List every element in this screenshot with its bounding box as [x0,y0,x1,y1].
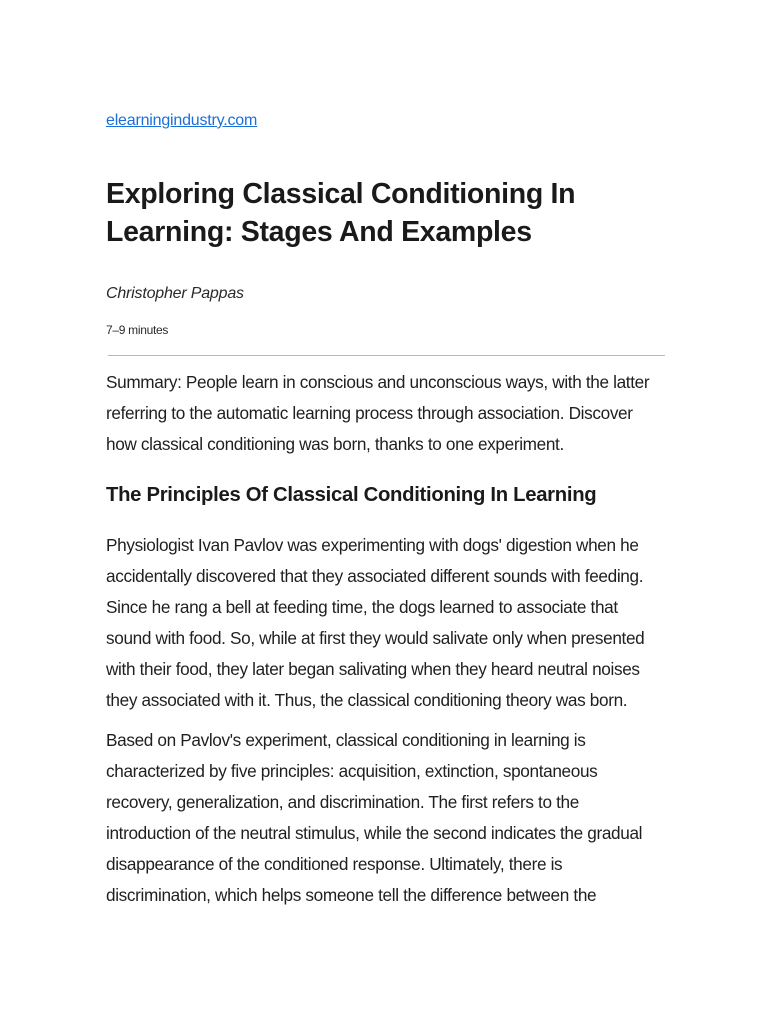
source-site-link[interactable]: elearningindustry.com [106,112,258,129]
article-title: Exploring Classical Conditioning In Learning: Stages And Examples [106,178,576,248]
section-heading: The Principles Of Classical Conditioning In Learning [106,484,597,506]
article-page [106,112,666,911]
body-paragraph: Based on Pavlov's experiment, classical conditioning in learning is characterized by five principles: acquisition, extinction, spontaneous recovery, generalization, and discrimination. The first refers to the introduction of the neutral stimulus, while the second indicates the gradual disappearance of the conditioned response. Ultimately, there is discrimination, which helps someone tell the difference between the [106,730,643,905]
article-summary: Summary: People learn in conscious and unconscious ways, with the latter referring to the automatic learning process through association. Discover how classical conditioning was born, thanks to one experiment. [106,372,650,454]
read-time: 7–9 minutes [106,323,169,337]
body-paragraph: Physiologist Ivan Pavlov was experimenting with dogs' digestion when he accidentally discovered that they associated different sounds with feeding. Since he rang a bell at feeding time, the dogs learned to associate that sound with food. So, while at first they would salivate only when presented with their food, they later began salivating when they heard neutral noises they associated with it. Thus, the classical conditioning theory was born. [106,535,645,710]
header-divider [108,355,665,356]
article-author: Christopher Pappas [106,285,244,302]
